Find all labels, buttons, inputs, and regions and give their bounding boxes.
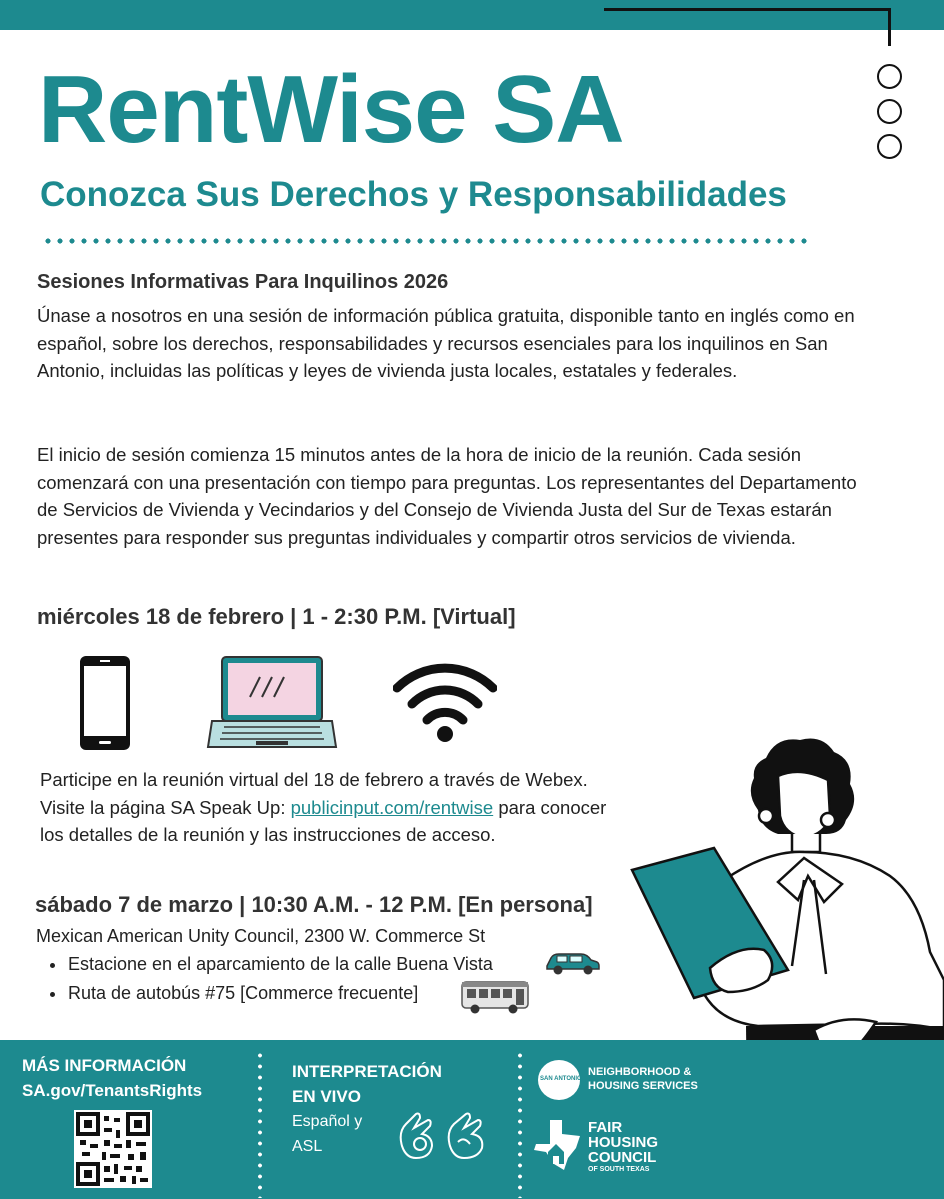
- footer-divider: [518, 1050, 522, 1198]
- section-heading: Sesiones Informativas Para Inquilinos 2026: [37, 271, 449, 293]
- parking-bullet: Estacione en el aparcamiento de la calle Buena Vista: [68, 954, 493, 974]
- interpretation-languages: ASL: [292, 1138, 323, 1155]
- intro-paragraph: Únase a nosotros en una sesión de información pública gratuita, disponible tanto en inglés como en español, sobre los derechos, responsabilidades y recursos esenciales para los inquilinos en San Antonio, incluidas las políticas y leyes de vivienda justa locales, estatales y federales.: [37, 305, 855, 381]
- sign-language-icon: [394, 1106, 490, 1162]
- session-date-virtual: miércoles 18 de febrero | 1 - 2:30 P.M. [Virtual]: [37, 604, 516, 629]
- corner-line: [604, 8, 890, 11]
- fair-housing-logo-text: FAIR: [588, 1119, 623, 1136]
- decorative-circle: [877, 64, 902, 89]
- dotted-divider: [42, 238, 812, 244]
- nhs-logo-text: NEIGHBORHOOD &: [588, 1066, 692, 1078]
- car-icon: [543, 948, 601, 976]
- details-paragraph: El inicio de sesión comienza 15 minutos antes de la hora de inicio de la reunión. Cada sesión comenzará con una presentación con tiempo para preguntas. Los representantes del Departamento de Servicios de Vivienda y Vecindarios y del Consejo de Vivienda Justa del Sur de Texas estarán presentes para responder sus preguntas individuales y compartir otros servicios de vivienda.: [37, 444, 857, 548]
- rentwise-link[interactable]: publicinput.com/rentwise: [290, 796, 494, 818]
- fair-housing-logo-text: HOUSING: [588, 1134, 659, 1151]
- footer-divider: [258, 1050, 262, 1198]
- texas-house-icon: [532, 1118, 584, 1172]
- more-info-title: MÁS INFORMACIÓN: [22, 1056, 187, 1075]
- top-banner: [0, 0, 944, 30]
- decorative-circle: [877, 134, 902, 159]
- qr-code-icon: [74, 1110, 152, 1188]
- laptop-icon: [206, 655, 338, 751]
- virtual-info-paragraph: Participe en la reunión virtual del 18 de febrero a través de Webex. Visite la página SA Speak Up: publicinput.com/rentwise para conocer los detalles de la reunión y las instrucciones de acceso.: [40, 769, 607, 845]
- more-info-url[interactable]: SA.gov/TenantsRights: [22, 1081, 203, 1100]
- smartphone-icon: [78, 654, 132, 752]
- interpretation-title: EN VIVO: [292, 1087, 361, 1106]
- city-seal-icon: SAN ANTONIO: [538, 1060, 580, 1100]
- corner-line: [888, 8, 891, 46]
- bus-icon: [460, 978, 532, 1016]
- session-date-in-person: sábado 7 de marzo | 10:30 A.M. - 12 P.M. [En persona]: [35, 892, 593, 917]
- decorative-circle: [877, 99, 902, 124]
- page-title: RentWise SA: [38, 56, 624, 163]
- venue-address: Mexican American Unity Council, 2300 W. Commerce St: [36, 926, 486, 946]
- bus-bullet: Ruta de autobús #75 [Commerce frecuente]: [68, 983, 419, 1003]
- fair-housing-logo-text: COUNCIL: [588, 1149, 657, 1166]
- nhs-logo-text: HOUSING SERVICES: [588, 1080, 698, 1092]
- page-subtitle: Conozca Sus Derechos y Responsabilidades: [40, 175, 787, 214]
- wifi-icon: [393, 660, 497, 744]
- interpretation-languages: Español y: [292, 1113, 363, 1130]
- fair-housing-logo-text: OF SOUTH TEXAS: [588, 1166, 650, 1173]
- interpretation-title: INTERPRETACIÓN: [292, 1062, 442, 1081]
